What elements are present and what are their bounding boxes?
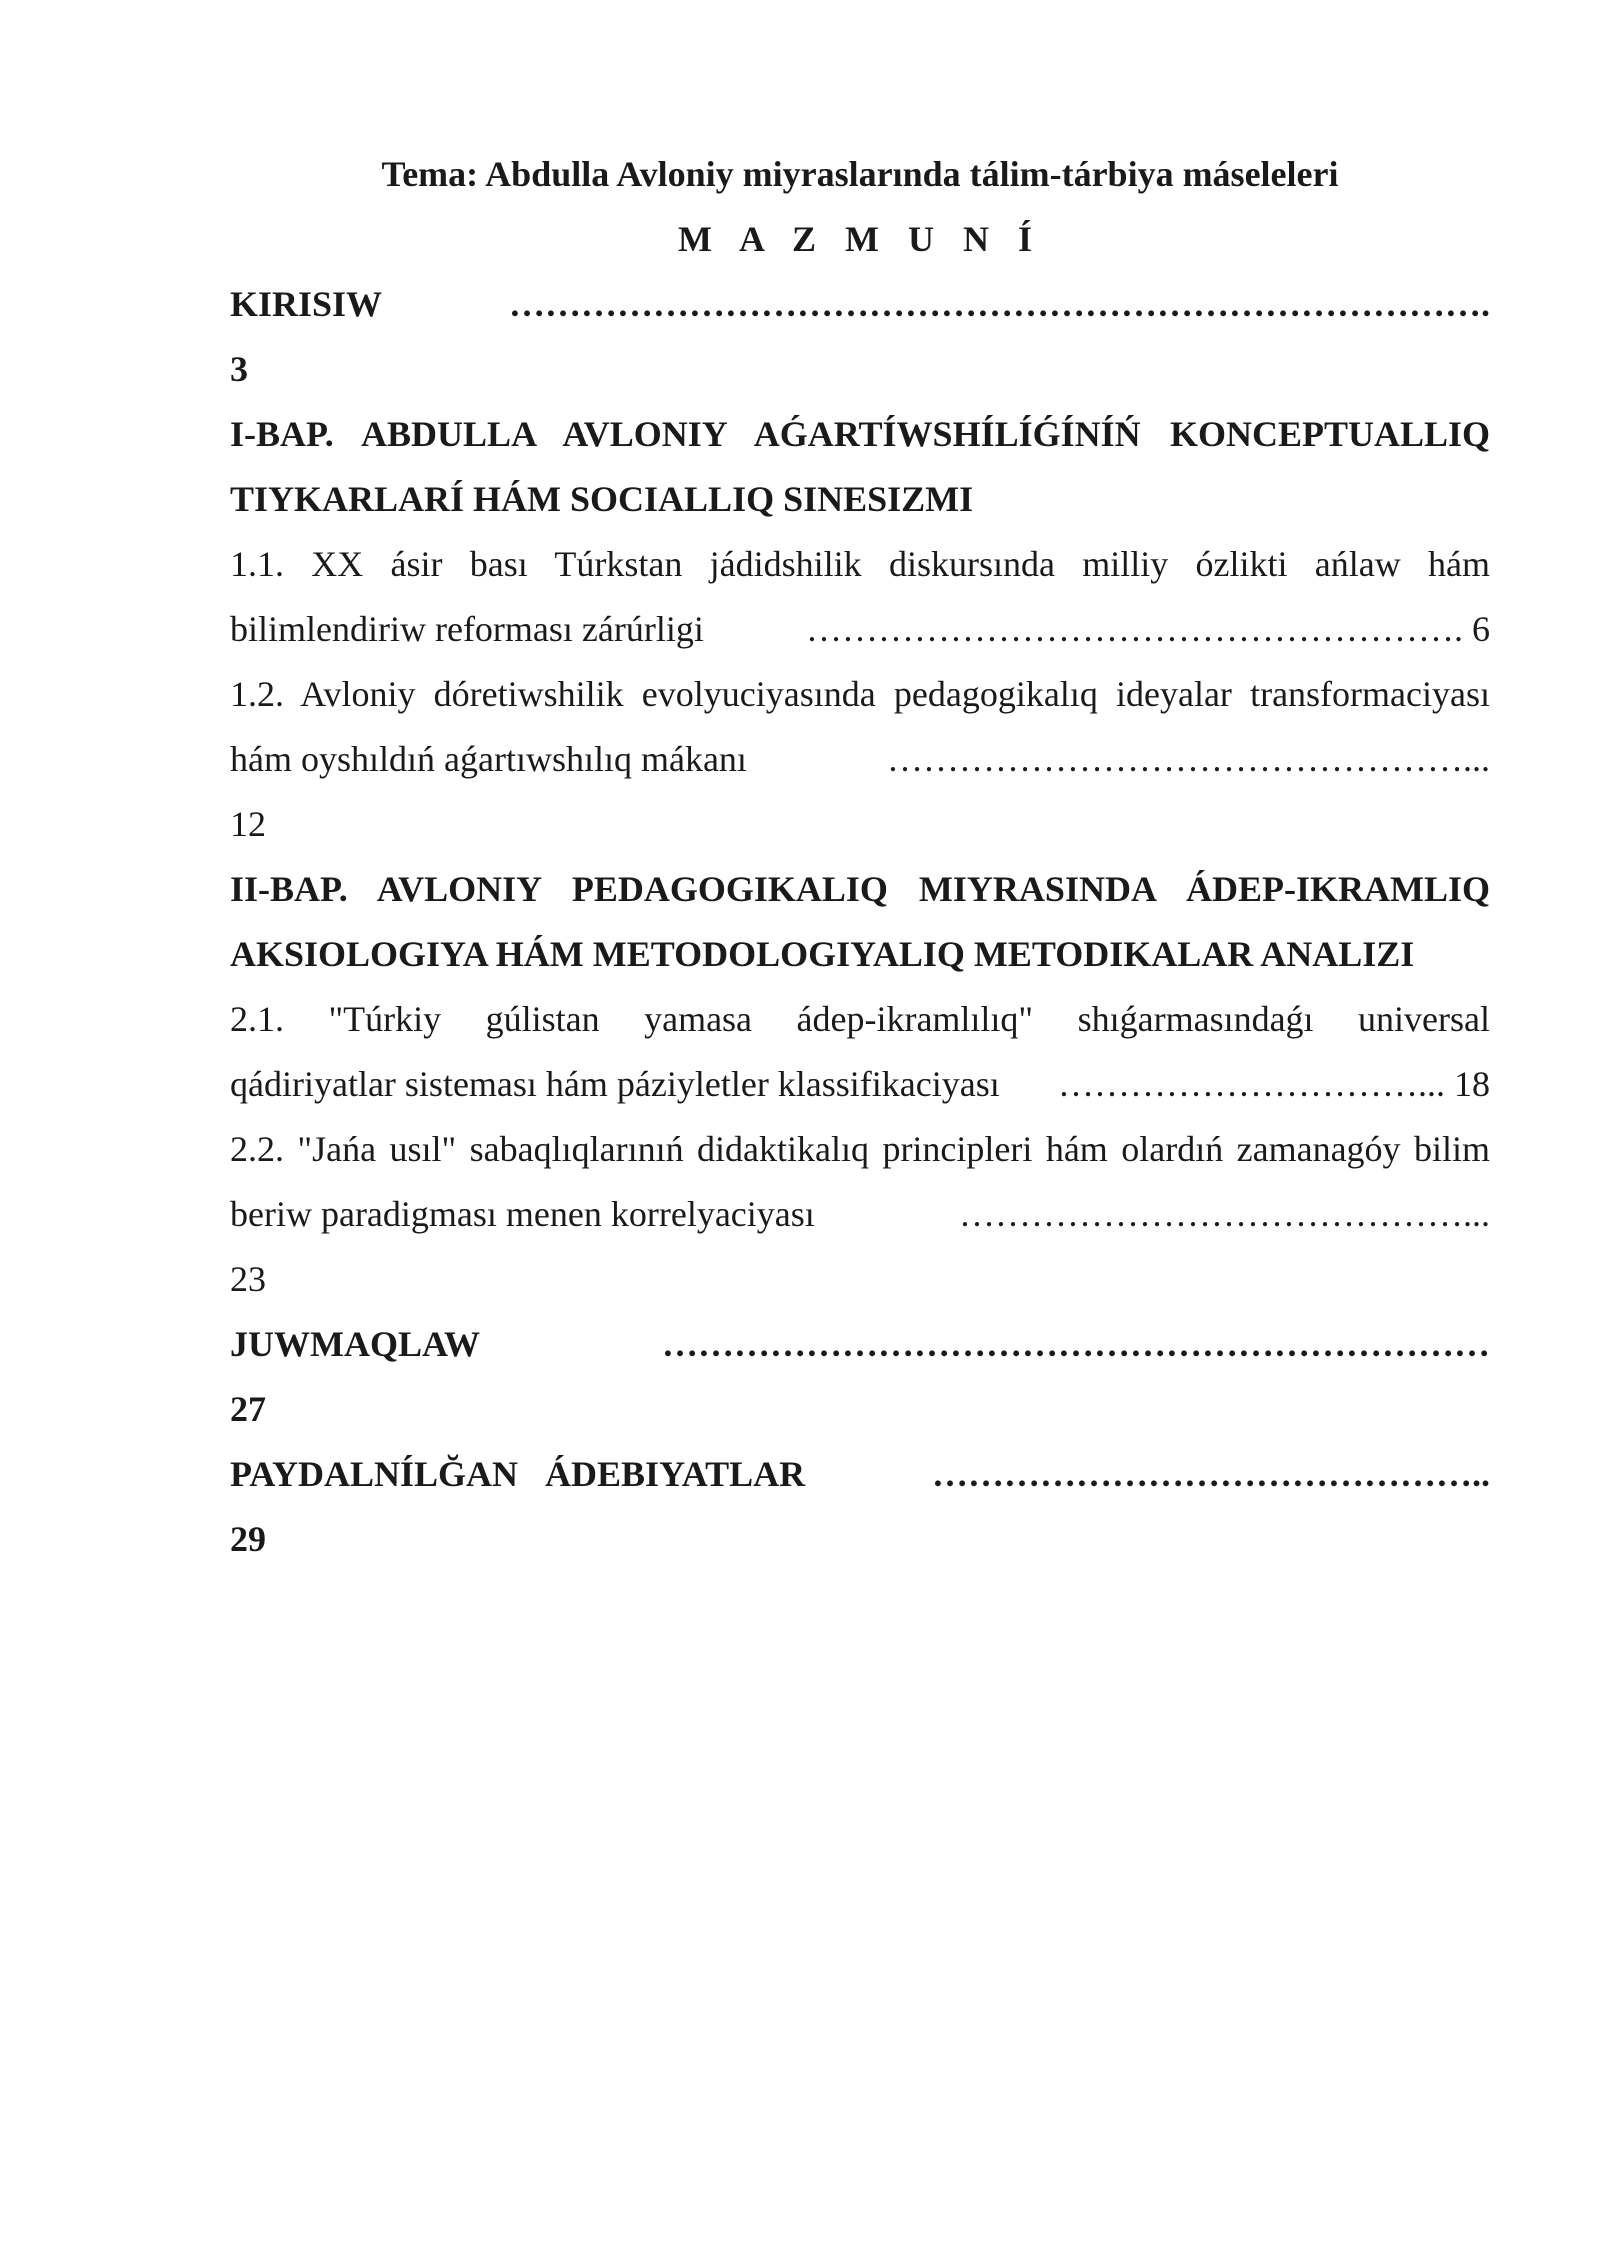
toc-page-number: 27 [230, 1389, 266, 1429]
section-1-1-line2 [230, 597, 1490, 662]
theme-title: Tema: Abdulla Avloniy miyraslarında tálim-tárbiya máseleleri [381, 154, 1339, 194]
toc-entry-title: hám oyshıldıń aǵartıwshılıq mákanı [230, 739, 747, 779]
toc-page-number: 29 [230, 1519, 266, 1559]
chapter-1-title-line1: I-BAP. ABDULLA AVLONIY AǴARTÍWSHÍLÍǴÍNÍŃ KONCEPTUALLIQ [230, 414, 1490, 454]
section-2-1-line2 [230, 1052, 1490, 1117]
toc-leader-dots: …………………………………………………………… [662, 1324, 1490, 1364]
toc-leader-dots: …………………………... 18 [1058, 1064, 1490, 1104]
toc-page-number: 23 [230, 1259, 266, 1299]
contents-heading: M A Z M U N Í [678, 219, 1042, 259]
toc-leader-dots: ………………………………………………. 6 [806, 609, 1490, 649]
section-1-2-line2 [230, 727, 1490, 792]
toc-entry-intro [230, 272, 1490, 337]
section-1-2-line1: 1.2. Avloniy dóretiwshilik evolyuciyasında pedagogikalıq ideyalar transformaciyası [230, 674, 1490, 714]
toc-page-number: 3 [230, 349, 248, 389]
section-2-2-line1: 2.2. "Jańa usıl" sabaqlıqlarınıń didaktikalıq principleri hám olardıń zamanagóy bilim [230, 1129, 1490, 1169]
section-2-1-line1: 2.1. "Túrkiy gúlistan yamasa ádep-ikramlılıq" shıǵarmasındaǵı universal [230, 999, 1490, 1039]
document-page [230, 142, 1490, 1572]
toc-entry-title: JUWMAQLAW [230, 1324, 480, 1364]
toc-entry-references [230, 1442, 1490, 1507]
toc-entry-conclusion [230, 1312, 1490, 1377]
section-2-2-line2 [230, 1182, 1490, 1247]
toc-entry-title: KIRISIW [230, 284, 383, 324]
toc-entry-title: bilimlendiriw reforması zárúrligi [230, 609, 704, 649]
toc-entry-title: beriw paradigması menen korrelyaciyası [230, 1194, 815, 1234]
toc-leader-dots: ………………………………………………………………………. [509, 284, 1490, 324]
chapter-2-title-line1: II-BAP. AVLONIY PEDAGOGIKALIQ MIYRASINDA ÁDEP-IKRAMLIQ [230, 869, 1490, 909]
chapter-1-title-line2: TIYKARLARÍ HÁM SOCIALLIQ SINESIZMI [230, 479, 974, 519]
section-1-1-line1: 1.1. XX ásir bası Túrkstan jádidshilik diskursında milliy ózlikti ańlaw hám [230, 544, 1490, 584]
toc-entry-title: PAYDALNÍLĞAN ÁDEBIYATLAR [230, 1454, 806, 1494]
toc-leader-dots: …………………………………………... [887, 739, 1490, 779]
chapter-2-title-line2: AKSIOLOGIYA HÁM METODOLOGIYALIQ METODIKALAR ANALIZI [230, 934, 1415, 974]
toc-entry-title: qádiriyatlar sisteması hám páziyletler klassifikaciyası [230, 1064, 1000, 1104]
toc-page-number: 12 [230, 804, 266, 844]
toc-leader-dots: ……………………………………... [959, 1194, 1490, 1234]
toc-leader-dots: ……………………………………….. [932, 1454, 1490, 1494]
